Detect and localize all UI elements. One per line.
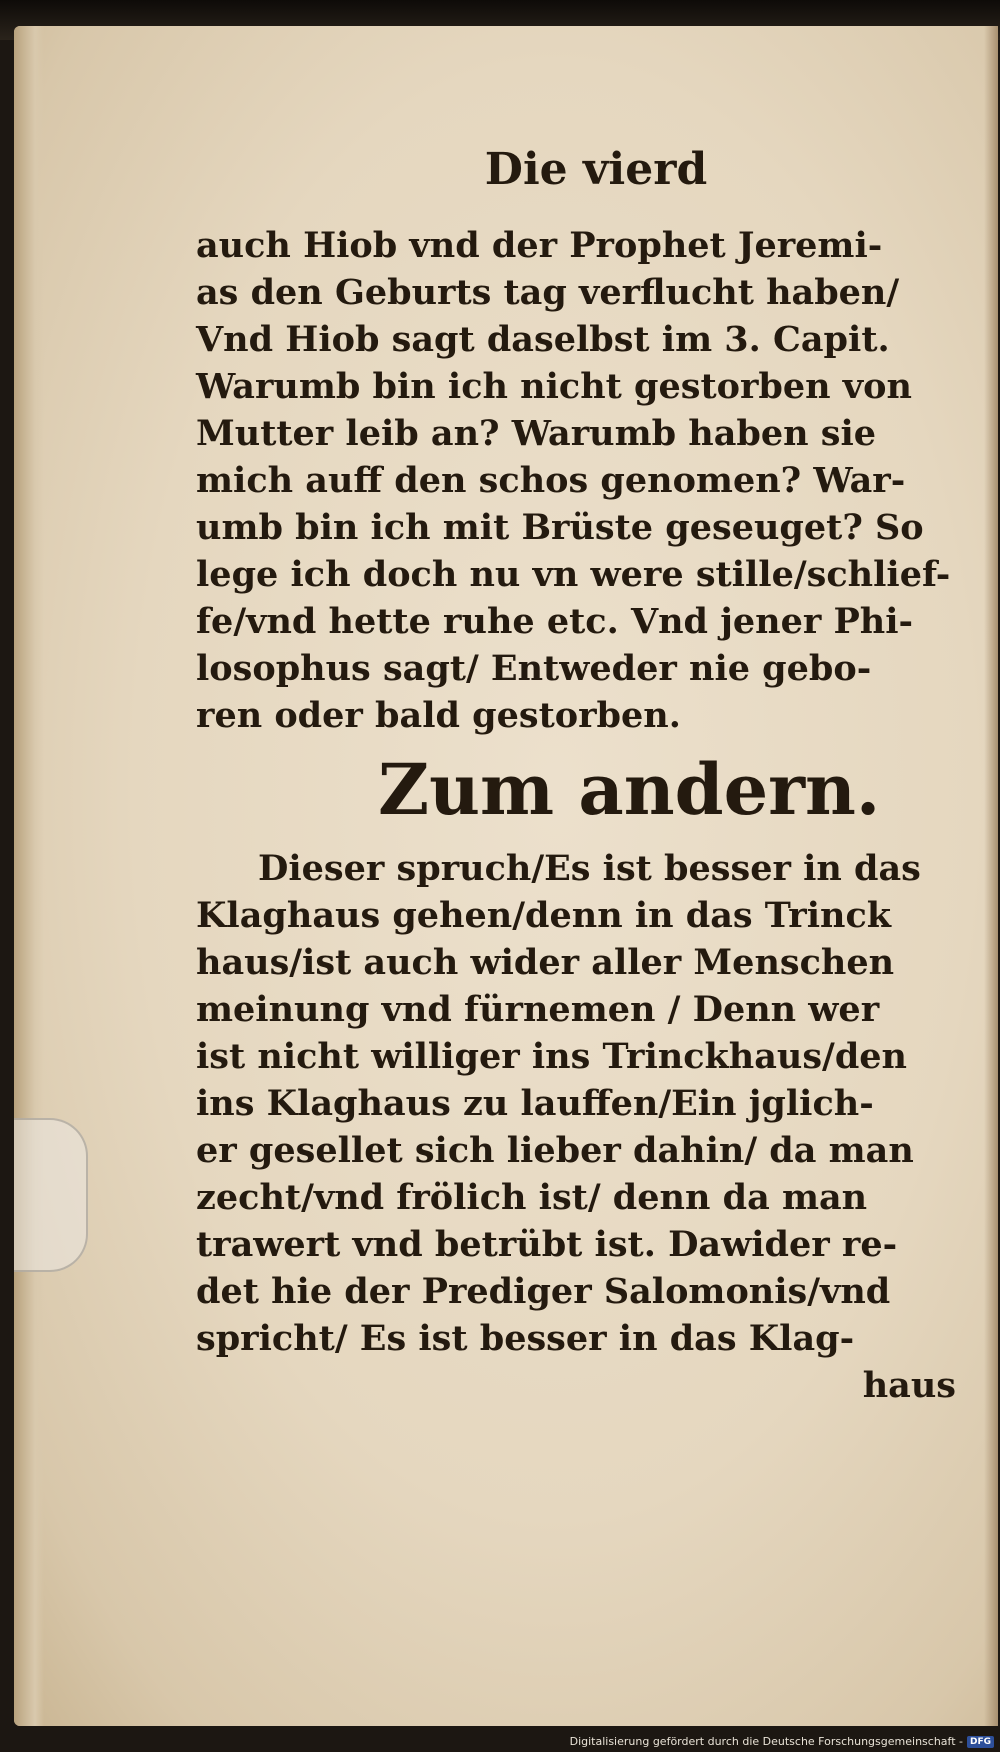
text-line: Mutter leib an? Warumb haben sie <box>196 413 877 454</box>
text-line: meinung vnd fürnemen / Denn wer <box>196 989 880 1030</box>
text-line: as den Geburts tag verflucht haben/ <box>196 272 900 313</box>
credit-text: Digitalisierung gefördert durch die Deutsche Forschungsgemeinschaft - <box>569 1735 963 1748</box>
digitization-credit <box>570 1735 994 1748</box>
text-line: Warumb bin ich nicht gestorben von <box>196 366 912 407</box>
text-line: auch Hiob vnd der Prophet Jeremi- <box>196 225 883 266</box>
text-line: Klaghaus gehen/denn in das Trinck <box>196 895 892 936</box>
running-header: Die vierd <box>484 144 708 195</box>
page-text-block <box>196 140 976 1409</box>
section-heading: Zum andern. <box>378 748 881 831</box>
text-line: zecht/vnd frölich ist/ denn da man <box>196 1177 868 1218</box>
text-line: er gesellet sich lieber dahin/ da man <box>196 1130 914 1171</box>
text-line: ist nicht williger ins Trinckhaus/den <box>196 1036 908 1077</box>
text-line: trawert vnd betrübt ist. Dawider re- <box>196 1224 898 1265</box>
page-gutter <box>14 26 44 1726</box>
text-line: ren oder bald gestorben. <box>196 695 681 736</box>
text-line: det hie der Prediger Salomonis/vnd <box>196 1271 891 1312</box>
text-line: ins Klaghaus zu lauffen/Ein jglich- <box>196 1083 874 1124</box>
text-lines-bottom <box>196 845 976 1362</box>
text-line: haus/ist auch wider aller Menschen <box>196 942 895 983</box>
text-line: umb bin ich mit Brüste geseuget? So <box>196 507 924 548</box>
text-line: fe/vnd hette ruhe etc. Vnd jener Phi- <box>196 601 914 642</box>
text-lines-top <box>196 222 976 739</box>
text-line: Dieser spruch/Es ist besser in das <box>258 848 921 889</box>
dfg-logo: DFG <box>967 1736 994 1748</box>
text-line: lege ich doch nu vn were stille/schlief- <box>196 554 951 595</box>
catchword: haus <box>862 1365 956 1406</box>
page-right-edge <box>984 26 998 1726</box>
text-line: spricht/ Es ist besser in das Klag- <box>196 1318 855 1359</box>
plastic-page-clip <box>14 1118 88 1272</box>
text-line: Vnd Hiob sagt daselbst im 3. Capit. <box>196 319 890 360</box>
text-line: losophus sagt/ Entweder nie gebo- <box>196 648 872 689</box>
text-line: mich auff den schos genomen? War- <box>196 460 906 501</box>
